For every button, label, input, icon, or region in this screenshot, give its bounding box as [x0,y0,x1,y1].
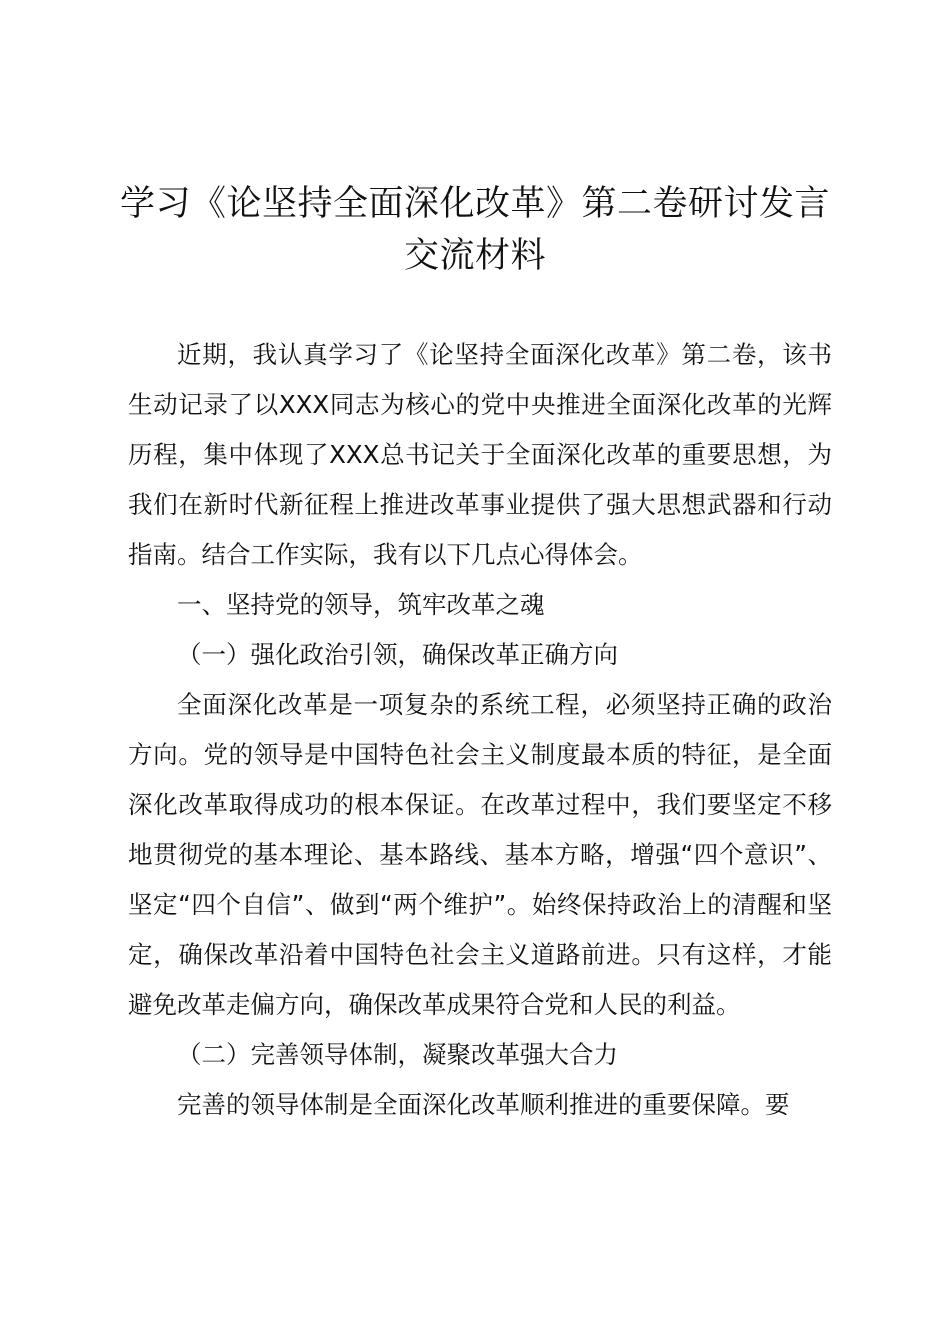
document-title [110,178,840,282]
title-line-1: 学习《论坚持全面深化改革》第二卷研讨发言 [119,184,830,224]
document-body [128,330,832,1130]
subsection-heading-1: （一）强化政治引领，确保改革正确方向 [177,640,618,669]
subsection-heading-2: （二）完善领导体制，凝聚改革强大合力 [177,1040,618,1069]
body-paragraph-2: 完善的领导体制是全面深化改革顺利推进的重要保障。要 [177,1090,790,1119]
intro-paragraph: 近期，我认真学习了《论坚持全面深化改革》第二卷，该书生动记录了以XXX同志为核心的党中央推进全面深化改革的光辉历程，集中体现了XXX总书记关于全面深化改革的重要思想，为我们在新时代新征程上推进改革事业提供了强大思想武器和行动指南。结合工作实际，我有以下几点心得体会。 [128,340,832,569]
section-heading-1: 一、坚持党的领导，筑牢改革之魂 [177,590,545,619]
title-line-2: 交流材料 [403,236,546,276]
body-paragraph-1: 全面深化改革是一项复杂的系统工程，必须坚持正确的政治方向。党的领导是中国特色社会主义制度最本质的特征，是全面深化改革取得成功的根本保证。在改革过程中，我们要坚定不移地贯彻党的基本理论、基本路线、基本方略，增强“四个意识”、坚定“四个自信”、做到“两个维护”。始终保持政治上的清醒和坚定，确保改革沿着中国特色社会主义道路前进。只有这样，才能避免改革走偏方向，确保改革成果符合党和人民的利益。 [128,690,832,1019]
